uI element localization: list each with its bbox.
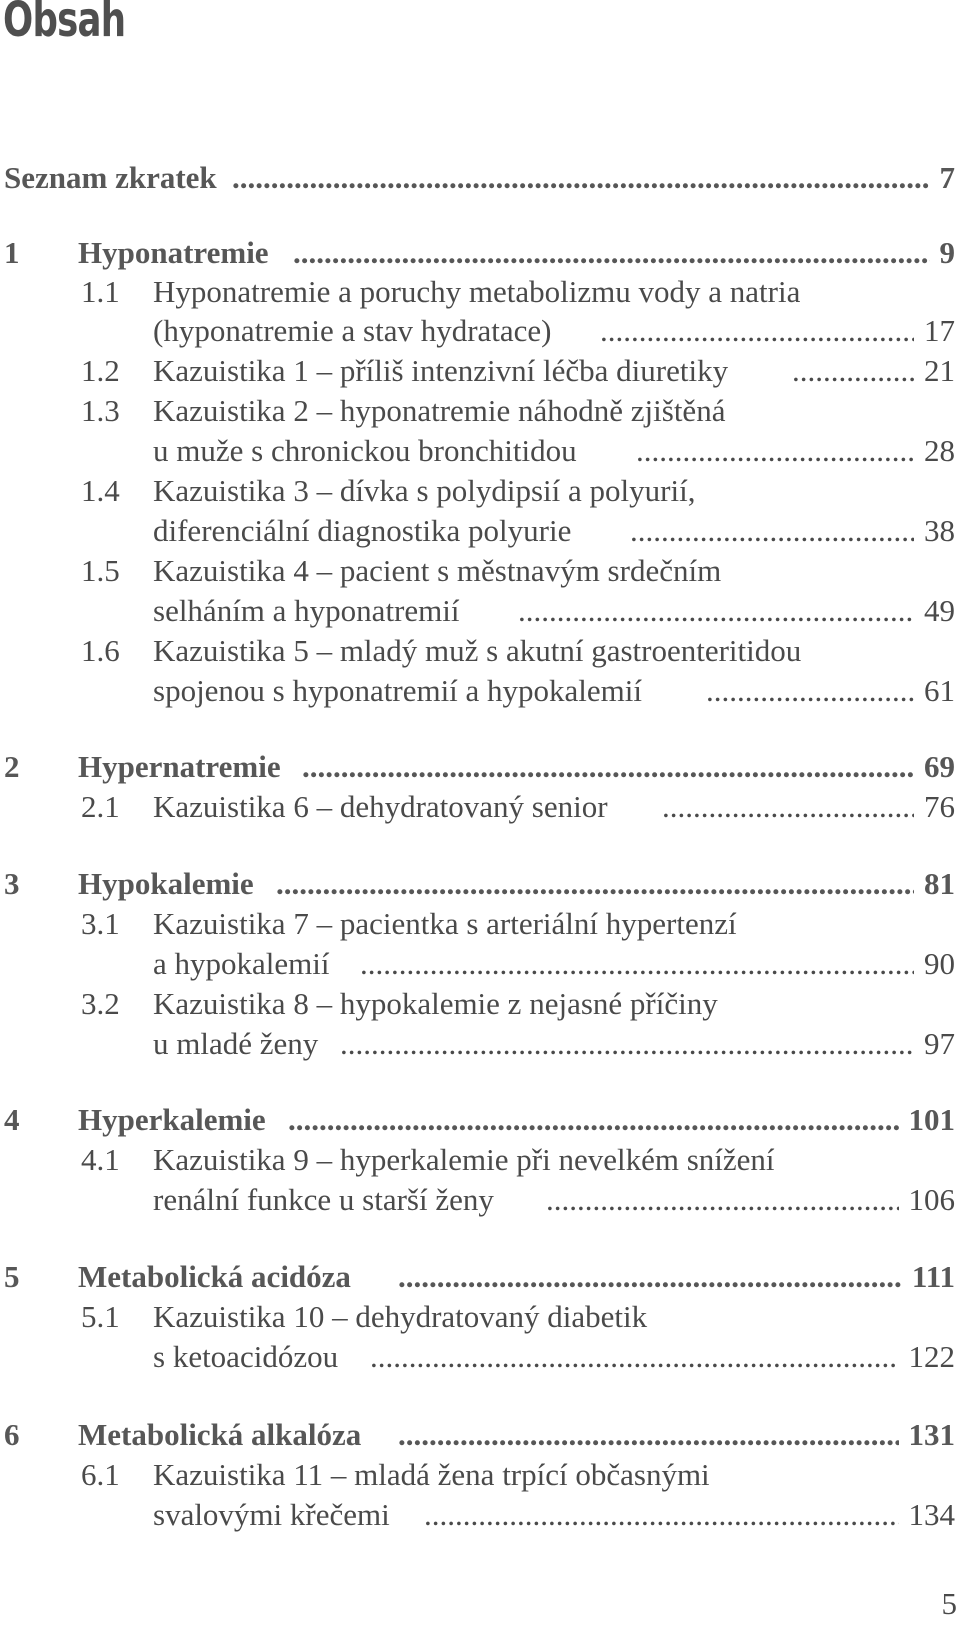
page-number: 97 — [924, 1026, 955, 1061]
toc-section-3-1-cont[interactable] — [0, 944, 958, 984]
toc-section-1-1[interactable] — [0, 272, 958, 312]
chapter-number: 4 — [4, 1102, 20, 1137]
dot-leader — [288, 1100, 899, 1140]
dot-leader — [232, 158, 930, 198]
toc-chapter-1[interactable] — [0, 233, 958, 273]
dot-leader — [360, 944, 914, 984]
section-title: Hyponatremie a poruchy metabolizmu vody a natria — [153, 274, 801, 309]
dot-leader — [662, 787, 914, 827]
section-title-continuation: svalovými křečemi — [153, 1497, 390, 1532]
dot-leader — [340, 1024, 914, 1064]
dot-leader — [370, 1337, 899, 1377]
toc-chapter-2[interactable] — [0, 747, 958, 787]
chapter-title: Hyperkalemie — [78, 1102, 266, 1137]
toc-section-1-5[interactable] — [0, 551, 958, 591]
section-number: 1.2 — [81, 353, 120, 388]
section-number: 3.1 — [81, 906, 120, 941]
chapter-number: 2 — [4, 749, 20, 784]
dot-leader — [293, 233, 930, 273]
chapter-title: Hyponatremie — [78, 235, 269, 270]
toc-section-1-6-cont[interactable] — [0, 671, 958, 711]
page-number: 111 — [911, 1259, 955, 1294]
dot-leader — [302, 747, 914, 787]
page-number: 76 — [924, 789, 955, 824]
dot-leader — [424, 1495, 899, 1535]
section-title: Kazuistika 5 – mladý muž s akutní gastroenteritidou — [153, 633, 802, 668]
dot-leader — [546, 1180, 899, 1220]
page-number: 7 — [939, 160, 955, 195]
section-title-continuation: u mladé ženy — [153, 1026, 319, 1061]
section-number: 6.1 — [81, 1457, 120, 1492]
section-number: 1.3 — [81, 393, 120, 428]
section-number: 1.5 — [81, 553, 120, 588]
page-number: 101 — [908, 1102, 955, 1137]
toc-chapter-4[interactable] — [0, 1100, 958, 1140]
section-number: 2.1 — [81, 789, 120, 824]
toc-section-5-1-cont[interactable] — [0, 1337, 958, 1377]
chapter-title: Hypernatremie — [78, 749, 281, 784]
chapter-title: Hypokalemie — [78, 866, 254, 901]
toc-section-1-4[interactable] — [0, 471, 958, 511]
chapter-number: 3 — [4, 866, 20, 901]
dot-leader — [276, 864, 914, 904]
section-title-continuation: u muže s chronickou bronchitidou — [153, 433, 577, 468]
section-title: Kazuistika 1 – příliš intenzivní léčba diuretiky — [153, 353, 729, 388]
toc-chapter-6[interactable] — [0, 1415, 958, 1455]
section-title: Kazuistika 2 – hyponatremie náhodně zjištěná — [153, 393, 726, 428]
toc-section-4-1[interactable] — [0, 1140, 958, 1180]
page-number: 81 — [924, 866, 955, 901]
page-number: 9 — [939, 235, 955, 270]
chapter-number: 6 — [4, 1417, 20, 1452]
section-title: Kazuistika 8 – hypokalemie z nejasné příčiny — [153, 986, 718, 1021]
page-number: 69 — [924, 749, 955, 784]
chapter-title: Metabolická acidóza — [78, 1259, 351, 1294]
toc-section-5-1[interactable] — [0, 1297, 958, 1337]
section-title-continuation: renální funkce u starší ženy — [153, 1182, 494, 1217]
section-title: Kazuistika 3 – dívka s polydipsií a polyurií, — [153, 473, 696, 508]
toc-section-4-1-cont[interactable] — [0, 1180, 958, 1220]
section-number: 4.1 — [81, 1142, 120, 1177]
page-number: 21 — [924, 353, 955, 388]
toc-section-1-5-cont[interactable] — [0, 591, 958, 631]
section-title-continuation: spojenou s hyponatremií a hypokalemií — [153, 673, 643, 708]
toc-section-1-4-cont[interactable] — [0, 511, 958, 551]
chapter-number: 5 — [4, 1259, 20, 1294]
toc-section-6-1[interactable] — [0, 1455, 958, 1495]
toc-section-1-2[interactable] — [0, 351, 958, 391]
page-number: 38 — [924, 513, 955, 548]
section-number: 1.1 — [81, 274, 120, 309]
toc-section-1-3-cont[interactable] — [0, 431, 958, 471]
section-title: Kazuistika 9 – hyperkalemie při nevelkém snížení — [153, 1142, 775, 1177]
page-number: 61 — [924, 673, 955, 708]
toc-section-6-1-cont[interactable] — [0, 1495, 958, 1535]
section-title: Kazuistika 7 – pacientka s arteriální hypertenzí — [153, 906, 737, 941]
page-number: 90 — [924, 946, 955, 981]
dot-leader — [600, 311, 914, 351]
section-number: 1.6 — [81, 633, 120, 668]
dot-leader — [706, 671, 914, 711]
page-number: 17 — [924, 313, 955, 348]
section-title-continuation: (hyponatremie a stav hydratace) — [153, 313, 552, 348]
page-number: 28 — [924, 433, 955, 468]
toc-entry-title: Seznam zkratek — [4, 160, 217, 195]
dot-leader — [636, 431, 914, 471]
toc-section-3-1[interactable] — [0, 904, 958, 944]
toc-entry-abbreviations[interactable] — [0, 158, 958, 198]
footer-page-number: 5 — [941, 1586, 957, 1621]
section-title-continuation: diferenciální diagnostika polyurie — [153, 513, 572, 548]
toc-chapter-5[interactable] — [0, 1257, 958, 1297]
dot-leader — [398, 1415, 899, 1455]
section-title-continuation: selháním a hyponatremií — [153, 593, 460, 628]
section-title: Kazuistika 4 – pacient s městnavým srdečním — [153, 553, 722, 588]
section-title-continuation: a hypokalemií — [153, 946, 330, 981]
toc-chapter-3[interactable] — [0, 864, 958, 904]
chapter-number: 1 — [4, 235, 20, 270]
section-number: 1.4 — [81, 473, 120, 508]
section-title: Kazuistika 10 – dehydratovaný diabetik — [153, 1299, 648, 1334]
toc-section-1-1-cont[interactable] — [0, 311, 958, 351]
dot-leader — [792, 351, 914, 391]
section-title: Kazuistika 6 – dehydratovaný senior — [153, 789, 608, 824]
section-number: 5.1 — [81, 1299, 120, 1334]
page-number: 49 — [924, 593, 955, 628]
toc-section-1-6[interactable] — [0, 631, 958, 671]
page-number: 134 — [908, 1497, 955, 1532]
toc-section-3-2[interactable] — [0, 984, 958, 1024]
page-number: 131 — [908, 1417, 955, 1452]
toc-section-1-3[interactable] — [0, 391, 958, 431]
section-title: Kazuistika 11 – mladá žena trpící občasnými — [153, 1457, 710, 1492]
toc-section-2-1[interactable] — [0, 787, 958, 827]
dot-leader — [398, 1257, 902, 1297]
chapter-title: Metabolická alkalóza — [78, 1417, 362, 1452]
toc-section-3-2-cont[interactable] — [0, 1024, 958, 1064]
dot-leader — [630, 511, 914, 551]
section-number: 3.2 — [81, 986, 120, 1021]
page-title: Obsah — [3, 0, 126, 48]
page-number: 122 — [908, 1339, 955, 1374]
dot-leader — [518, 591, 914, 631]
page-number: 106 — [908, 1182, 955, 1217]
section-title-continuation: s ketoacidózou — [153, 1339, 339, 1374]
